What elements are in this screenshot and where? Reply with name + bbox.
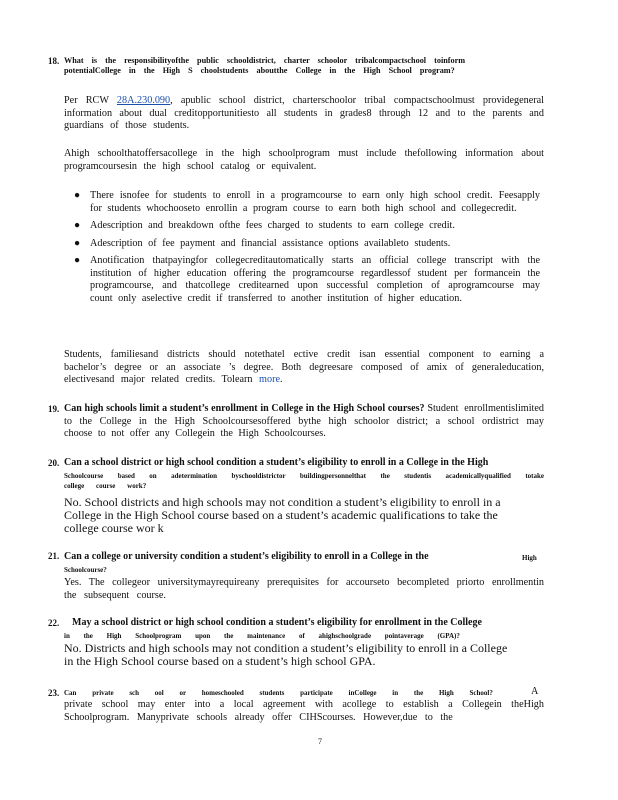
list-item — [72, 190, 540, 215]
bullet-icon: ● — [74, 190, 81, 201]
question-21-subtext: Schoolcourse? — [64, 566, 107, 574]
list-item-text: There isnofee for students to enroll in a programcourse to earn only high school credit. Feesapply for students whochooseto enrollin a program course to earn both high school and collegecredit. — [90, 190, 540, 214]
bullet-icon: ● — [74, 237, 81, 249]
question-18-paragraph-1 — [64, 95, 544, 133]
list-item — [72, 238, 540, 251]
question-22-text: May a school district or high school condition a student’s eligibility for enrollment in the College — [72, 617, 482, 628]
para1-pre: Per RCW — [64, 95, 109, 106]
question-19-block — [64, 403, 544, 441]
question-20-subtext: Schoolcourse based on adetermination byschooldistrictor buildingpersonnelthat the studentis academicallyqualified totake college course work? — [64, 472, 544, 490]
question-20-answer: No. School districts and high schools may not condition a student’s eligibility to enroll in a College in the High School course based on a student’s academic qualifications to take the college course wor k — [64, 495, 501, 535]
question-21-number: 21. — [48, 551, 60, 561]
bullet-icon: ● — [74, 220, 81, 231]
list-item-text: Adescription of fee payment and financial assistance options availableto students. — [90, 237, 451, 249]
question-22-subtext: in the High Schoolprogram upon the maintenance of ahighschoolgrade pointaverage (GPA)? — [64, 632, 460, 640]
question-18-paragraph-2: Ahigh schoolthatoffersacollege in the high schoolprogram must include thefollowing information about programcoursesin the high school catalog or equivalent. — [64, 148, 544, 172]
question-22-number: 22. — [48, 618, 60, 628]
list-item — [72, 220, 540, 233]
question-23-text: Can private sch ool or homeschooled students participate inCollege in the High School? — [64, 689, 493, 697]
question-23-number: 23. — [48, 688, 60, 698]
para3-pre: Students, familiesand districts should notethatel ective credit isan essential component to earning a bachelor’s degree or an associate ’s degree. Both degreesare composed of amix of generaleducation, electivesand major related credits. Tolearn — [64, 349, 544, 385]
question-23-answer: private school may enter into a local agreement with acollege to establish a Collegein theHigh Schoolprogram. Manyprivate schools already offer CIHScourses. However,due to the — [64, 699, 544, 723]
question-21-answer: Yes. The collegeor universitymayrequireany prerequisites for accourseto becompleted priorto enrollmentin the subsequent course. — [64, 577, 545, 601]
bullet-icon: ● — [74, 255, 81, 266]
page-number: 7 — [318, 737, 322, 746]
catalog-requirements-list — [72, 190, 540, 310]
question-19-number: 19. — [48, 404, 60, 414]
rcw-link[interactable]: 28A.230.090 — [116, 95, 171, 106]
question-18-text: What is the responsibilityofthe public schooldistrict, charter schoolor tribalcompactschool toinform potentialCollege in the High S choolstudents aboutthe College in the High School program? — [64, 56, 466, 75]
list-item — [72, 255, 540, 305]
list-item-text: Adescription and breakdown ofthe fees charged to students to earn college credit. — [90, 220, 455, 231]
question-22-answer: No. Districts and high schools may not condition a student’s eligibility to enroll in a College in the High School course based on a student’s high school GPA. — [64, 641, 508, 668]
question-18-number: 18. — [48, 56, 60, 66]
question-21-tail: High — [522, 554, 537, 562]
question-19-answer: Student enrollmentislimited to the College in the High Schoolcoursesoffered bythe high schoolor district; a school ordistrict may choose to not offer any Collegein the High Schoolcourses. — [64, 403, 545, 439]
question-23-answer-lead: A — [531, 686, 539, 697]
more-link[interactable]: more — [259, 374, 280, 385]
para3-post: . — [279, 374, 283, 385]
question-21-text: Can a college or university condition a student’s eligibility to enroll in a College in the — [64, 551, 429, 562]
question-18-paragraph-3 — [64, 349, 544, 387]
question-20-number: 20. — [48, 458, 60, 468]
question-20-text: Can a school district or high school condition a student’s eligibility to enroll in a College in the High — [64, 457, 489, 468]
question-19-text: Can high schools limit a student’s enrollment in College in the High School courses? — [64, 403, 425, 414]
para1-post: , apublic school district, charterschoolor tribal compactschoolmust providegeneral information about dual creditopportunitiesto all students in grades8 through 12 and to the parents and guardians of those students. — [64, 95, 545, 131]
list-item-text: Anotification thatpayingfor collegecreditautomatically starts an official college transcript with the institution of higher education offering the programcourse regardlessof student per formancein the programcourse, and thatcollege creditearned upon successful completion of aprogramcourse may count only aselective credit if transferred to another institution of higher education. — [90, 255, 540, 304]
